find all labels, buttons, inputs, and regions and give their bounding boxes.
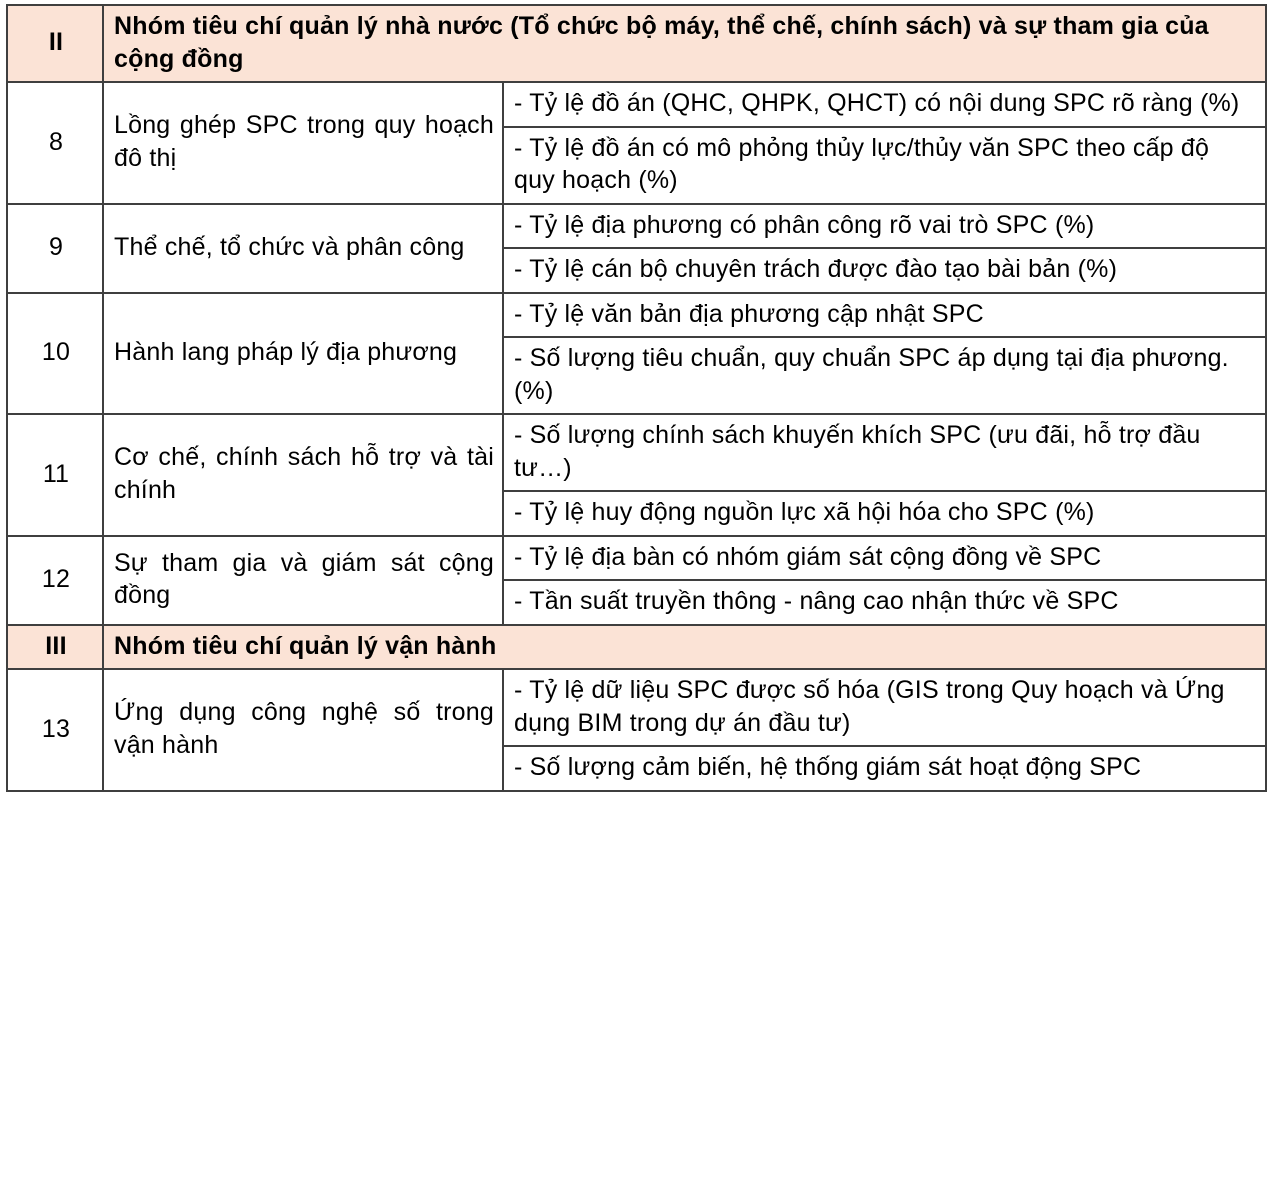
indicator-text: - Số lượng chính sách khuyến khích SPC (ưu đãi, hỗ trợ đầu tư…) [503, 414, 1266, 491]
indicator-text: - Tần suất truyền thông - nâng cao nhận thức về SPC [503, 580, 1266, 625]
section-heading: Nhóm tiêu chí quản lý nhà nước (Tổ chức bộ máy, thể chế, chính sách) và sự tham gia của cộng đồng [103, 5, 1266, 82]
criterion-name: Thể chế, tổ chức và phân công [103, 204, 503, 293]
indicator-text: - Tỷ lệ đồ án (QHC, QHPK, QHCT) có nội dung SPC rõ ràng (%) [503, 82, 1266, 127]
table-row [7, 536, 1266, 581]
criterion-name: Hành lang pháp lý địa phương [103, 293, 503, 415]
criteria-table [6, 4, 1267, 792]
indicator-text: - Tỷ lệ dữ liệu SPC được số hóa (GIS trong Quy hoạch và Ứng dụng BIM trong dự án đầu tư) [503, 669, 1266, 746]
row-index: 13 [7, 669, 103, 791]
section-header-row [7, 5, 1266, 82]
indicator-text: - Tỷ lệ địa phương có phân công rõ vai trò SPC (%) [503, 204, 1266, 249]
indicator-text: - Tỷ lệ đồ án có mô phỏng thủy lực/thủy văn SPC theo cấp độ quy hoạch (%) [503, 127, 1266, 204]
section-heading: Nhóm tiêu chí quản lý vận hành [103, 625, 1266, 670]
indicator-text: - Tỷ lệ địa bàn có nhóm giám sát cộng đồng về SPC [503, 536, 1266, 581]
indicator-text: - Số lượng cảm biến, hệ thống giám sát hoạt động SPC [503, 746, 1266, 791]
table-row [7, 293, 1266, 338]
table-row [7, 414, 1266, 491]
table-row [7, 82, 1266, 127]
criterion-name: Cơ chế, chính sách hỗ trợ và tài chính [103, 414, 503, 536]
indicator-text: - Tỷ lệ cán bộ chuyên trách được đào tạo bài bản (%) [503, 248, 1266, 293]
row-index: 11 [7, 414, 103, 536]
indicator-text: - Tỷ lệ huy động nguồn lực xã hội hóa cho SPC (%) [503, 491, 1266, 536]
section-roman: II [7, 5, 103, 82]
criterion-name: Lồng ghép SPC trong quy hoạch đô thị [103, 82, 503, 204]
criterion-name: Sự tham gia và giám sát cộng đồng [103, 536, 503, 625]
row-index: 8 [7, 82, 103, 204]
table-row [7, 669, 1266, 746]
indicator-text: - Tỷ lệ văn bản địa phương cập nhật SPC [503, 293, 1266, 338]
indicator-text: - Số lượng tiêu chuẩn, quy chuẩn SPC áp dụng tại địa phương. (%) [503, 337, 1266, 414]
section-header-row [7, 625, 1266, 670]
row-index: 10 [7, 293, 103, 415]
criterion-name: Ứng dụng công nghệ số trong vận hành [103, 669, 503, 791]
table-row [7, 204, 1266, 249]
section-roman: III [7, 625, 103, 670]
row-index: 12 [7, 536, 103, 625]
row-index: 9 [7, 204, 103, 293]
